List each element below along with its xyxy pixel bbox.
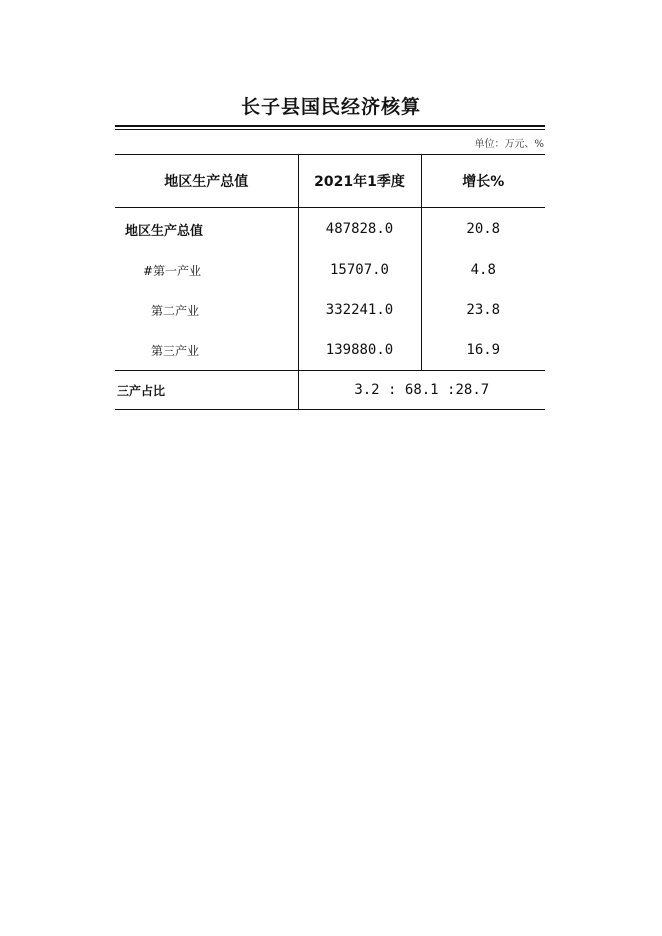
table-row: [115, 250, 545, 290]
table-row: [115, 290, 545, 330]
row-growth: 16.9: [466, 342, 501, 358]
accounts-table: [115, 154, 545, 410]
row-growth: 4.8: [470, 262, 496, 278]
page-title: 长子县国民经济核算: [240, 96, 421, 118]
title-rule-thick: [115, 125, 545, 127]
title-rule-thin: [115, 129, 545, 130]
ratio-label: 三产占比: [115, 371, 298, 410]
row-growth: 23.8: [466, 302, 501, 318]
ratio-value: 3.2 : 68.1 :28.7: [298, 371, 545, 410]
row-label: #第一产业: [115, 250, 298, 290]
table-row: [115, 208, 545, 251]
table-row: [115, 330, 545, 371]
unit-note: 单位：万元、%: [474, 139, 544, 150]
row-value: 487828.0: [298, 208, 421, 251]
row-value: 15707.0: [298, 250, 421, 290]
ratio-row: [115, 371, 545, 410]
header-indicator: 地区生产总值: [115, 155, 298, 208]
row-label: 第三产业: [115, 330, 298, 371]
row-value: 139880.0: [298, 330, 421, 371]
row-label: 地区生产总值: [115, 208, 298, 251]
header-growth: 增长%: [421, 155, 545, 208]
row-value: 332241.0: [298, 290, 421, 330]
table-header-row: [115, 155, 545, 208]
row-label: 第二产业: [115, 290, 298, 330]
row-growth: 20.8: [466, 221, 501, 237]
header-period: 2021年1季度: [298, 155, 421, 208]
